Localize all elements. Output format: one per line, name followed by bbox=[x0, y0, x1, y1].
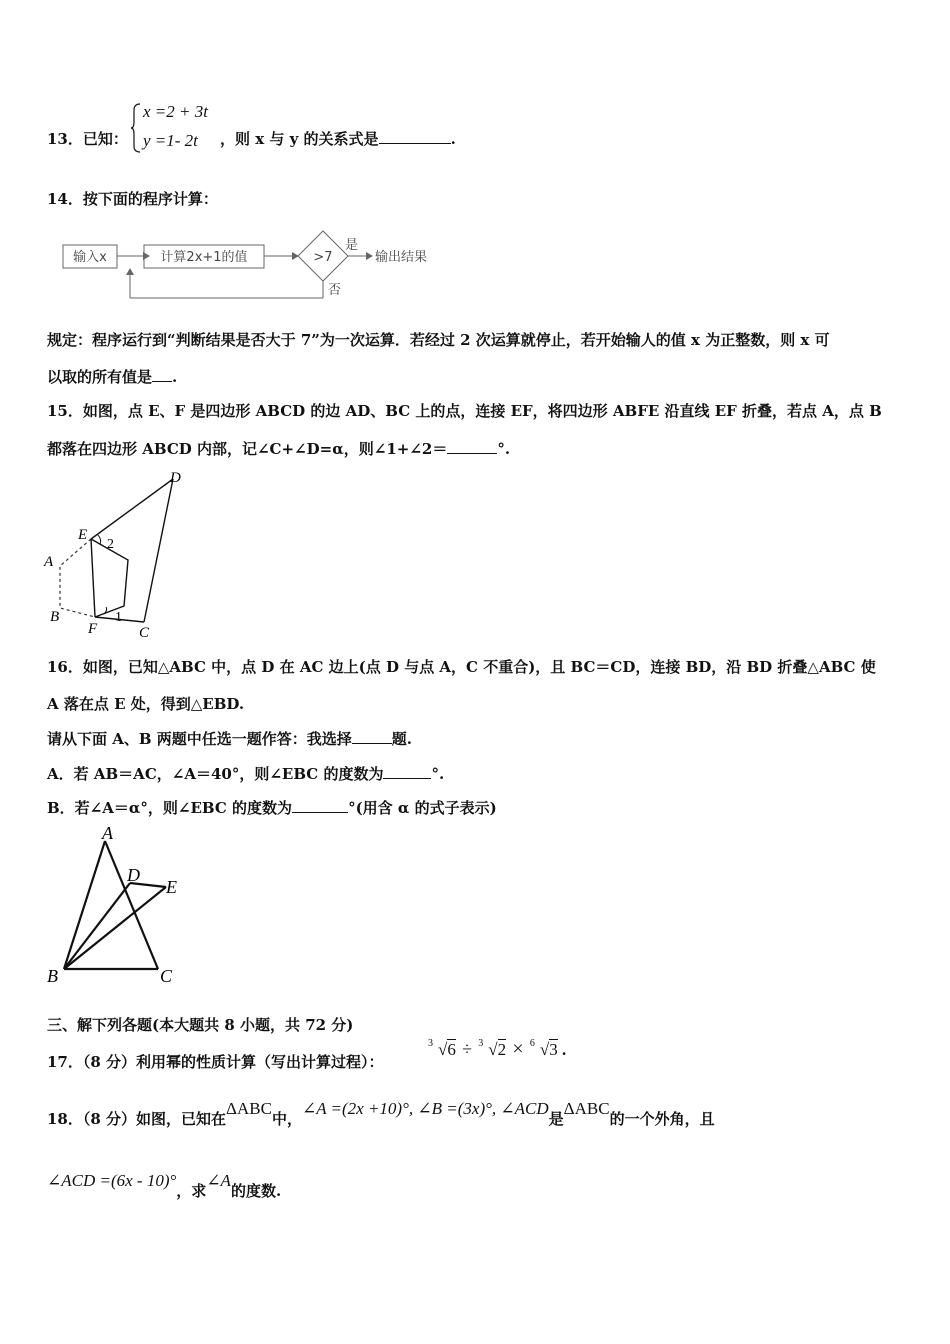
q16-line3 bbox=[47, 728, 412, 749]
radical-3 bbox=[530, 1040, 558, 1060]
flow-no-label: 否 bbox=[328, 283, 342, 298]
label-E: E bbox=[78, 527, 88, 543]
q18-p5: ，求 bbox=[176, 1182, 207, 1200]
q15-line2-end: °. bbox=[497, 440, 511, 458]
q16-line1: 16．如图，已知△ABC 中，点 D 在 AC 边上(点 D 与点 A，C 不重合)，且 BC＝CD，连接 BD，沿 BD 折叠△ABC 使 bbox=[47, 658, 876, 676]
answer-blank[interactable] bbox=[447, 439, 497, 454]
segment-BE bbox=[64, 887, 166, 969]
answer-blank[interactable] bbox=[352, 729, 392, 744]
q13-number: 13．已知： bbox=[47, 130, 128, 148]
q17-end: . bbox=[561, 1040, 567, 1059]
answer-blank[interactable] bbox=[379, 129, 451, 144]
q17-text: 17．（8 分）利用幂的性质计算（写出计算过程）： bbox=[47, 1053, 384, 1071]
multiply-sign: × bbox=[512, 1038, 524, 1060]
label-E: E bbox=[166, 877, 177, 897]
radical-1-index: 3 bbox=[428, 1038, 433, 1049]
q18-line2 bbox=[47, 1170, 282, 1200]
divide-sign: ÷ bbox=[462, 1039, 472, 1059]
label-B: B bbox=[47, 966, 58, 986]
q16-option-b-end: °(用含 α 的式子表示) bbox=[348, 799, 497, 817]
radical-2-index: 3 bbox=[478, 1038, 484, 1049]
q16-option-a-end: °. bbox=[431, 765, 445, 783]
flow-decision-label: >7 bbox=[313, 250, 333, 265]
segment-AB bbox=[64, 841, 105, 969]
answer-blank[interactable] bbox=[152, 367, 172, 382]
answer-blank[interactable] bbox=[292, 798, 348, 813]
label-A: A bbox=[44, 554, 54, 570]
section3-title: 三、解下列各题(本大题共 8 小题，共 72 分) bbox=[47, 1016, 354, 1034]
q18-p3: 是 bbox=[548, 1110, 564, 1128]
q18-angle-a: ∠A bbox=[206, 1171, 231, 1190]
q13-equation-2: y =1- 2t bbox=[143, 131, 198, 150]
answer-blank[interactable] bbox=[383, 764, 431, 779]
label-F: F bbox=[88, 621, 98, 637]
radical-1-value: 6 bbox=[447, 1040, 456, 1059]
q16-figure bbox=[40, 825, 200, 990]
label-2: 2 bbox=[107, 537, 114, 552]
segment-BD bbox=[64, 883, 130, 969]
segment-ED bbox=[91, 479, 173, 539]
radical-2-value: 2 bbox=[497, 1040, 507, 1059]
q16-option-b-text: B．若∠A＝α°，则∠EBC 的度数为 bbox=[47, 799, 293, 817]
q13-end: . bbox=[450, 130, 456, 148]
label-B: B bbox=[50, 609, 60, 625]
q16-line3-end: 题. bbox=[391, 730, 412, 748]
radical-icon: √ bbox=[488, 1040, 498, 1059]
label-D: D bbox=[170, 470, 181, 486]
q15-line2 bbox=[47, 438, 510, 459]
q14-rule-line2 bbox=[47, 366, 177, 387]
q18-line1 bbox=[47, 1098, 715, 1128]
q14-rule-line2-text: 以取的所有值是 bbox=[47, 368, 153, 386]
radical-icon: √ bbox=[539, 1040, 550, 1059]
radical-2 bbox=[478, 1040, 506, 1060]
q16-option-b bbox=[47, 797, 497, 818]
q16-line3-text: 请从下面 A、B 两题中任选一题作答：我选择 bbox=[47, 730, 352, 748]
q17-expression bbox=[428, 1038, 566, 1061]
q18-angles: ∠A =(2x +10)°, ∠B =(3x)°, ∠ACD bbox=[301, 1099, 549, 1118]
segment-DC bbox=[144, 479, 173, 622]
flow-output-label: 输出结果 bbox=[375, 250, 428, 265]
label-A: A bbox=[102, 825, 113, 843]
segment-EF bbox=[91, 539, 95, 617]
q16-option-a bbox=[47, 763, 444, 784]
radical-3-value: 3 bbox=[549, 1040, 558, 1059]
flow-yes-label: 是 bbox=[345, 238, 359, 253]
arrow-up-icon bbox=[126, 268, 134, 275]
radical-icon: √ bbox=[438, 1040, 448, 1059]
q18-p4: 的一个外角，且 bbox=[609, 1110, 715, 1128]
flow-calc-label: 计算2x+1的值 bbox=[160, 250, 248, 265]
q18-acd: ∠ACD =(6x - 10)° bbox=[47, 1171, 177, 1190]
q13-tail-text: ，则 x 与 y 的关系式是 bbox=[220, 130, 379, 148]
fold-dashed-line bbox=[60, 539, 95, 617]
q16-option-a-text: A．若 AB＝AC，∠A＝40°，则∠EBC 的度数为 bbox=[47, 765, 384, 783]
q15-line2-text: 都落在四边形 ABCD 内部，记∠C+∠D=α，则∠1+∠2＝ bbox=[47, 440, 448, 458]
q13-equation-1: x =2 + 3t bbox=[143, 102, 208, 121]
q16-line2: A 落在点 E 处，得到△EBD. bbox=[47, 695, 245, 713]
q15-figure bbox=[40, 468, 200, 643]
q14-flowchart bbox=[60, 228, 460, 308]
q14-rule-line1: 规定：程序运行到“判断结果是否大于 7”为一次运算．若经过 2 次运算就停止，若开始输人的值 x 为正整数，则 x 可 bbox=[47, 331, 830, 349]
radical-3-index: 6 bbox=[529, 1038, 535, 1049]
q18-p1: 18．（8 分）如图，已知在 bbox=[47, 1110, 227, 1128]
q18-p2: 中， bbox=[271, 1110, 302, 1128]
radical-1 bbox=[428, 1040, 456, 1060]
q18-triangle: ΔABC bbox=[226, 1099, 272, 1118]
q14-title: 14．按下面的程序计算： bbox=[47, 190, 218, 208]
arrow-right-icon bbox=[366, 252, 373, 260]
q14-rule-end: . bbox=[172, 368, 178, 386]
brace-icon bbox=[130, 102, 142, 154]
label-1: 1 bbox=[115, 610, 122, 625]
q13-tail bbox=[220, 128, 456, 149]
q13-brace bbox=[130, 102, 142, 158]
label-C: C bbox=[139, 625, 150, 641]
q15-line1: 15．如图，点 E、F 是四边形 ABCD 的边 AD、BC 上的点，连接 EF，将四边形 ABFE 沿直线 EF 折叠，若点 A，点 B bbox=[47, 402, 882, 420]
label-C: C bbox=[160, 966, 173, 986]
flow-input-label: 输入x bbox=[73, 250, 107, 265]
q18-triangle-2: ΔABC bbox=[563, 1099, 610, 1118]
label-D: D bbox=[127, 865, 140, 885]
q18-p6: 的度数. bbox=[230, 1182, 282, 1200]
